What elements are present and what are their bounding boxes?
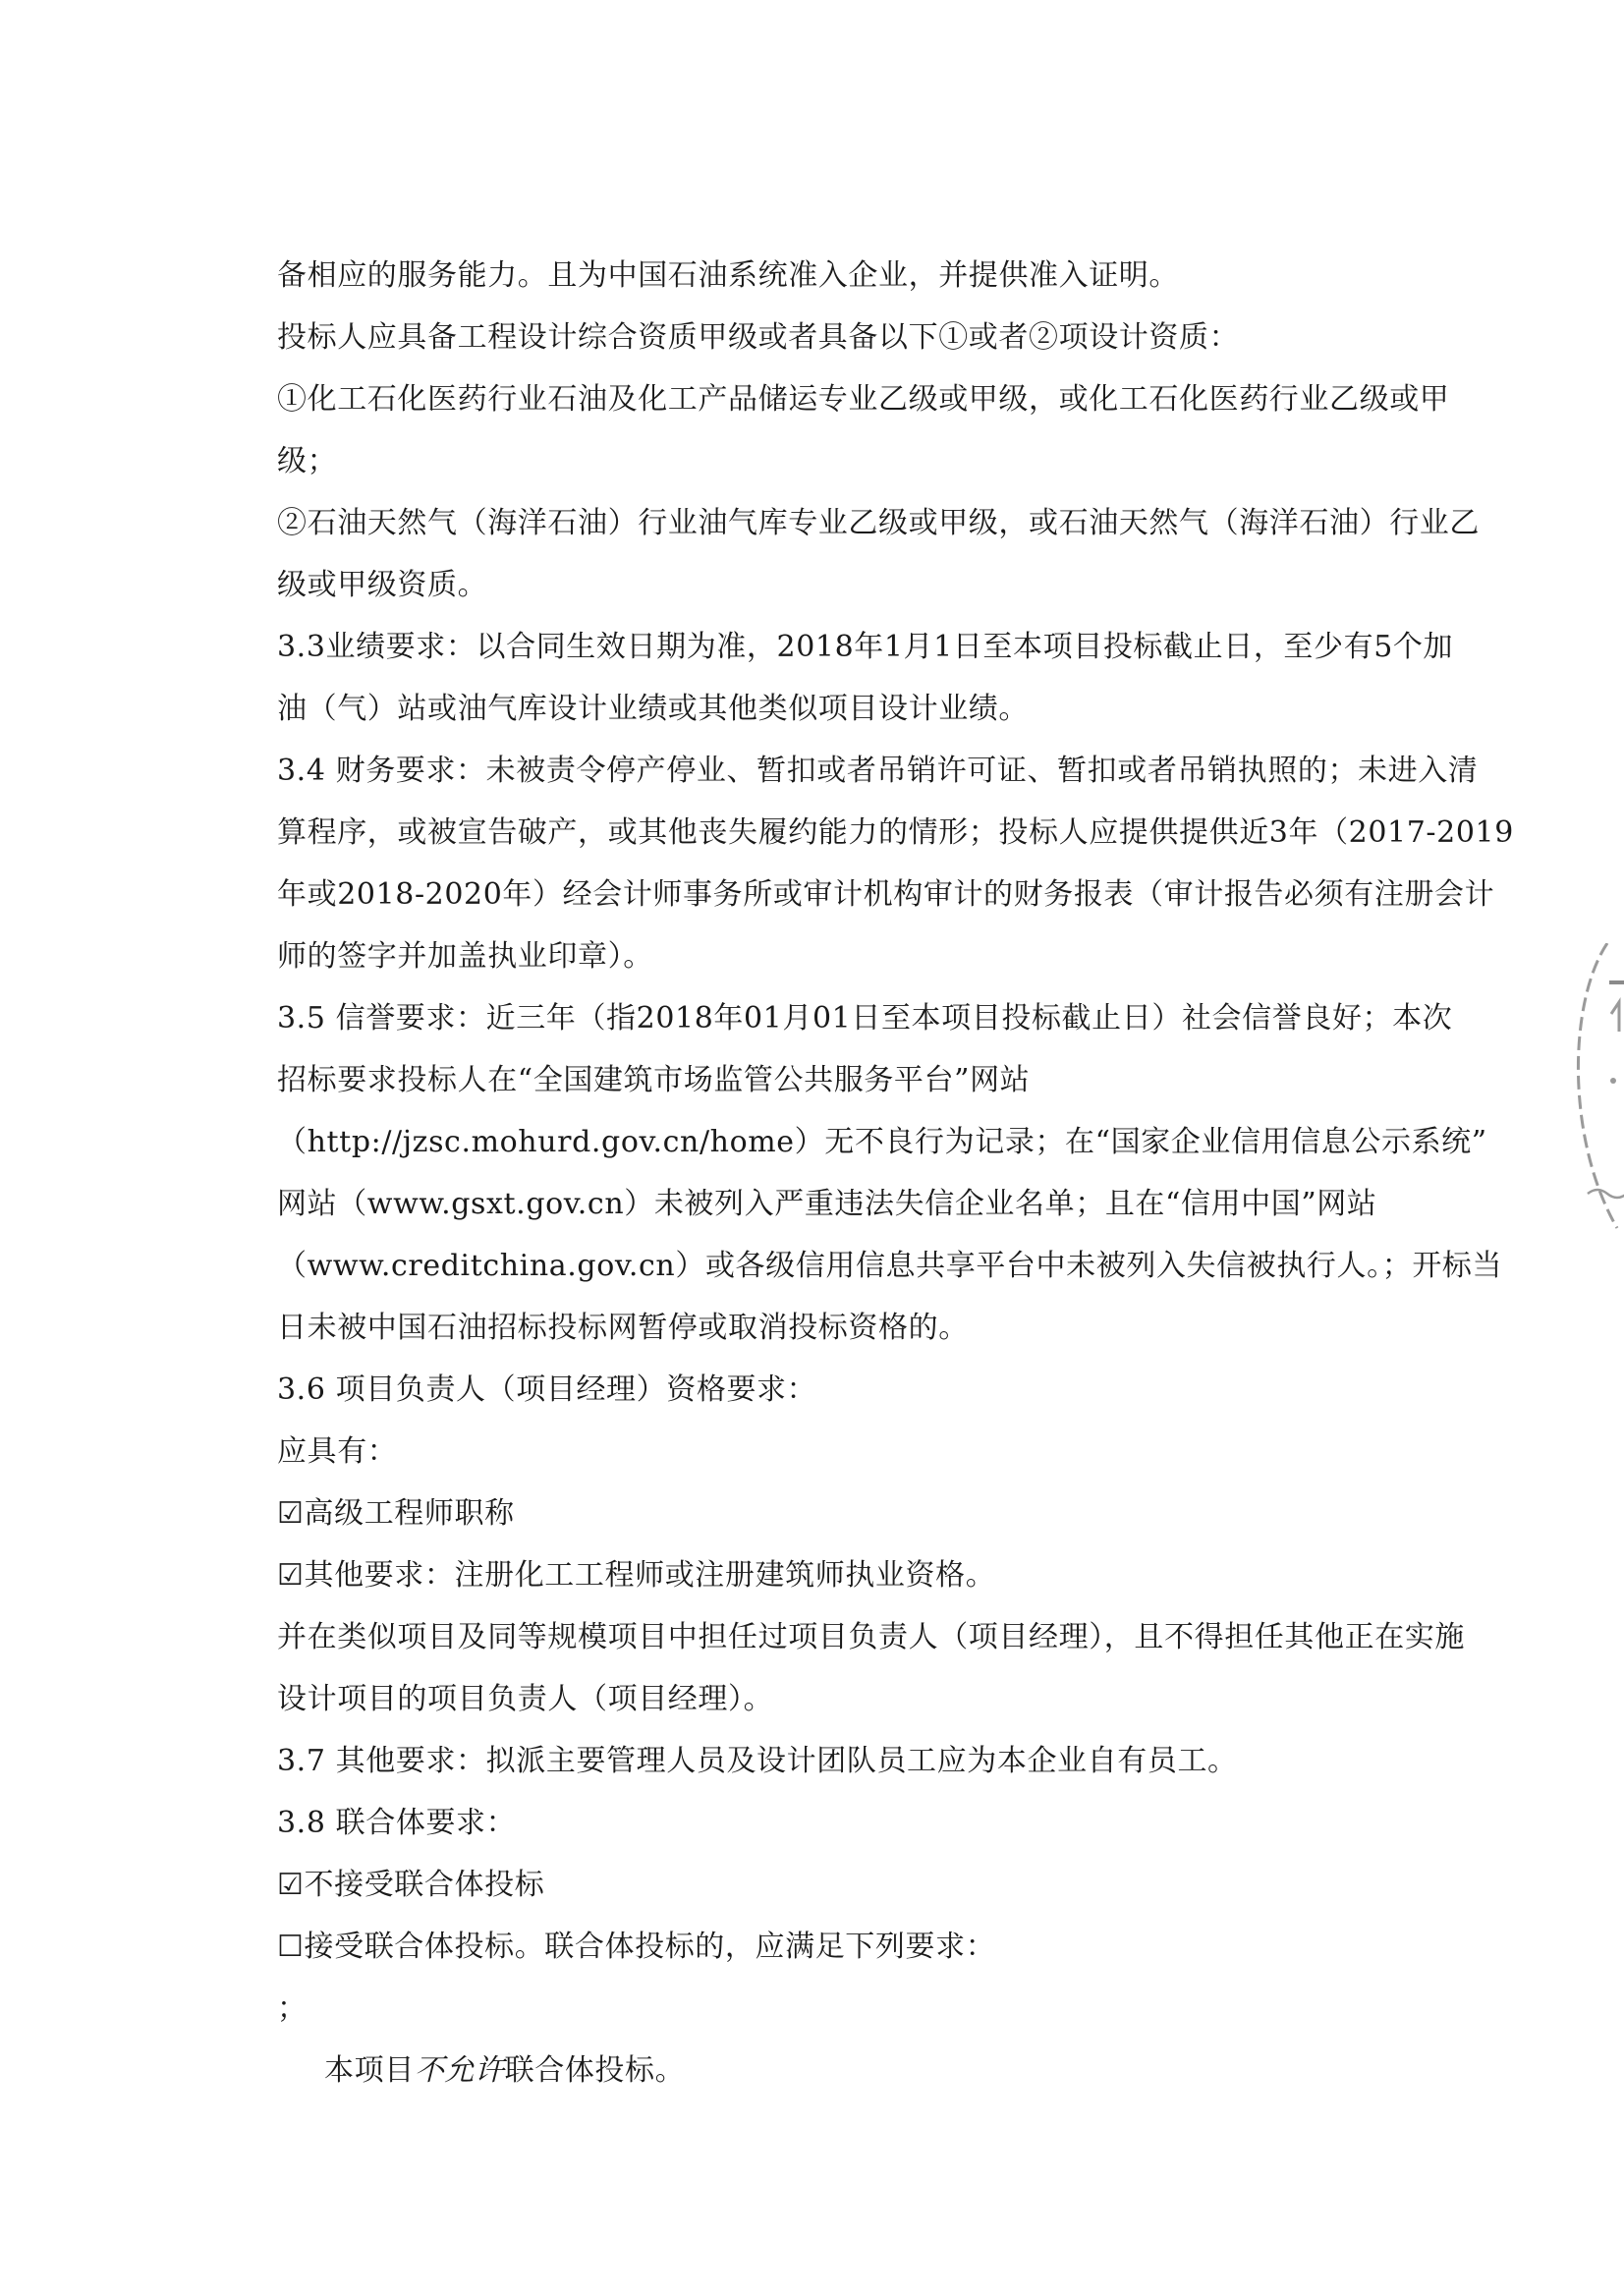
text-line: 3.6 项目负责人（项目经理）资格要求： <box>277 1372 817 1407</box>
text-line: 年或2018-2020年）经会计师事务所或审计机构审计的财务报表（审计报告必须有注册会计 <box>277 877 1495 912</box>
text-line: 3.4 财务要求：未被责令停产停业、暂扣或者吊销许可证、暂扣或者吊销执照的；未进入清 <box>277 754 1479 788</box>
text-line: 网站（www.gsxt.gov.cn）未被列入严重违法失信企业名单；且在“信用中国”网站 <box>277 1187 1377 1221</box>
text-line: 投标人应具备工程设计综合资质甲级或者具备以下①或者②项设计资质： <box>277 320 1240 355</box>
text-line: 应具有： <box>277 1434 398 1469</box>
checked-item: ☑不接受联合体投标 <box>277 1868 545 1902</box>
final-prefix: 本项目 <box>324 2053 415 2088</box>
text-line: 师的签字并加盖执业印章）。 <box>277 939 653 974</box>
text-line: ； <box>277 1991 308 2026</box>
final-statement <box>324 2052 1405 2090</box>
text-line: 3.3业绩要求：以合同生效日期为准，2018年1月1日至本项目投标截止日，至少有5个加 <box>277 630 1454 664</box>
text-line: 3.8 联合体要求： <box>277 1806 517 1840</box>
text-line: （http://jzsc.mohurd.gov.cn/home）无不良行为记录；在“国家企业信用信息公示系统” <box>277 1125 1487 1159</box>
text-line: ①化工石化医药行业石油及化工产品储运专业乙级或甲级，或化工石化医药行业乙级或甲 <box>277 382 1450 417</box>
final-suffix: 联合体投标。 <box>504 2053 686 2088</box>
text-line: 备相应的服务能力。且为中国石油系统准入企业，并提供准入证明。 <box>277 258 1179 293</box>
checked-item: ☑其他要求：注册化工工程师或注册建筑师执业资格。 <box>277 1558 996 1593</box>
text-line: 算程序，或被宣告破产，或其他丧失履约能力的情形；投标人应提供提供近3年（2017-2019 <box>277 815 1514 850</box>
text-line: 招标要求投标人在“全国建筑市场监管公共服务平台”网站 <box>277 1063 1031 1097</box>
text-line: 级； <box>277 444 338 478</box>
checked-item: ☑高级工程师职称 <box>277 1496 515 1531</box>
text-line: 级或甲级资质。 <box>277 568 488 602</box>
final-emphasis: 不允许 <box>414 2053 505 2088</box>
text-line: 3.7 其他要求：拟派主要管理人员及设计团队员工应为本企业自有员工。 <box>277 1744 1238 1778</box>
text-line: ②石油天然气（海洋石油）行业油气库专业乙级或甲级，或石油天然气（海洋石油）行业乙 <box>277 506 1480 540</box>
text-line: 设计项目的项目负责人（项目经理）。 <box>277 1682 774 1716</box>
text-line: 3.5 信誉要求：近三年（指2018年01月01日至本项目投标截止日）社会信誉良好；本次 <box>277 1001 1453 1036</box>
unchecked-item: ☐接受联合体投标。联合体投标的，应满足下列要求： <box>277 1930 996 1964</box>
seal-stamp-fragment <box>1548 943 1624 1258</box>
text-line: 日未被中国石油招标投标网暂停或取消投标资格的。 <box>277 1311 969 1345</box>
text-line: （www.creditchina.gov.cn）或各级信用信息共享平台中未被列入失信被执行人。；开标当 <box>277 1249 1503 1283</box>
text-line: 油（气）站或油气库设计业绩或其他类似项目设计业绩。 <box>277 692 1029 726</box>
text-line: 并在类似项目及同等规模项目中担任过项目负责人（项目经理），且不得担任其他正在实施 <box>277 1620 1465 1654</box>
